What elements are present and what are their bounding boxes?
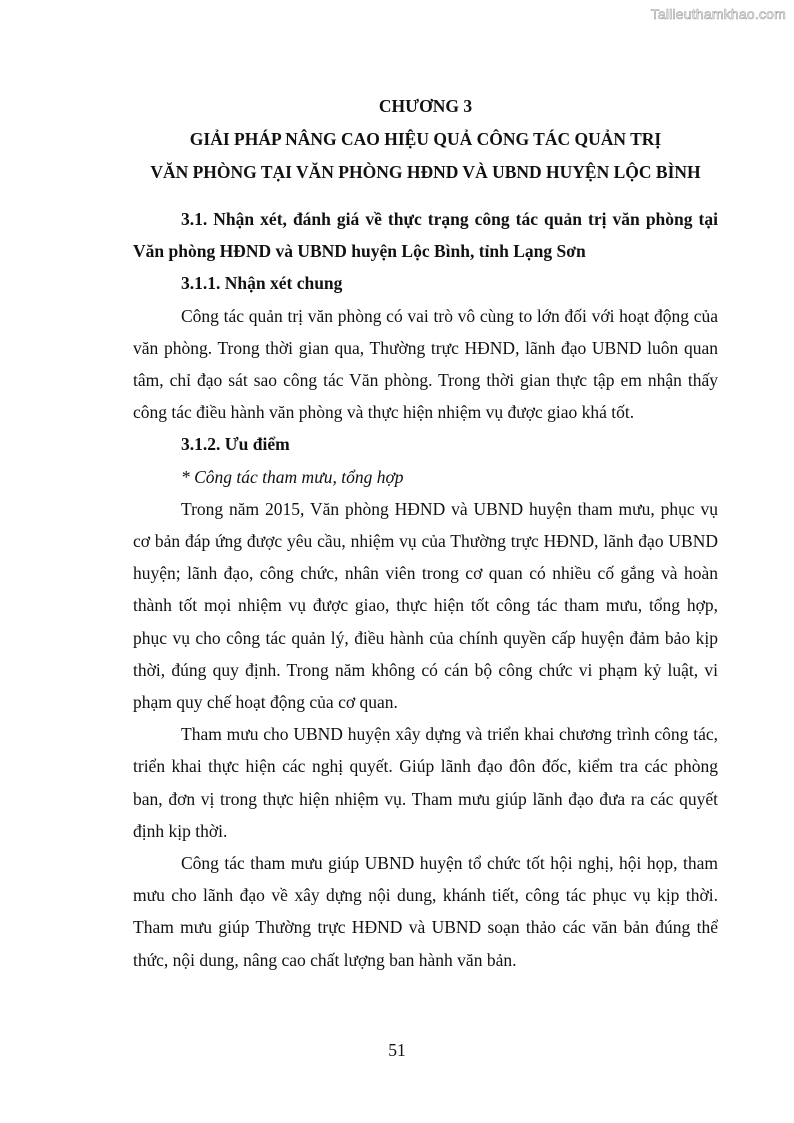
chapter-number: CHƯƠNG 3 — [378, 96, 473, 116]
chapter-title-line-1: GIẢI PHÁP NÂNG CAO HIỆU QUẢ CÔNG TÁC QUẢN TRỊ — [189, 129, 662, 149]
document-page — [133, 88, 718, 976]
paragraph-meetings: Công tác tham mưu giúp UBND huyện tổ chức tốt hội nghị, hội họp, tham mưu cho lãnh đạo về xây dựng nội dung, khánh tiết, công tác phục vụ kịp thời. Tham mưu giúp Thường trực HĐND và UBND soạn thảo các văn bản đúng thể thức, nội dung, nâng cao chất lượng ban hành văn bản. — [133, 853, 718, 970]
page-number: 51 — [388, 1040, 406, 1060]
section-3-1-2-heading: 3.1.2. Ưu điểm — [181, 434, 290, 455]
section-3-1-heading: 3.1. Nhận xét, đánh giá về thực trạng công tác quản trị văn phòng tại Văn phòng HĐND và UBND huyện Lộc Bình, tỉnh Lạng Sơn — [133, 209, 718, 262]
paragraph-2015-results: Trong năm 2015, Văn phòng HĐND và UBND huyện tham mưu, phục vụ cơ bản đáp ứng được yêu cầu, nhiệm vụ của Thường trực HĐND, lãnh đạo UBND huyện; lãnh đạo, công chức, nhân viên trong cơ quan có nhiều cố gắng và hoàn thành tốt mọi nhiệm vụ được giao, thực hiện tốt công tác tham mưu, tổng hợp, phục vụ cho công tác quản lý, điều hành của chính quyền cấp huyện đảm bảo kịp thời, đúng quy định. Trong năm không có cán bộ công chức vi phạm kỷ luật, vi phạm quy chế hoạt động của cơ quan. — [133, 498, 718, 713]
paragraph-advise-ubnd: Tham mưu cho UBND huyện xây dựng và triển khai chương trình công tác, triển khai thực hiện các nghị quyết. Giúp lãnh đạo đôn đốc, kiểm tra các phòng ban, đơn vị trong thực hiện nhiệm vụ. Tham mưu giúp lãnh đạo đưa ra các quyết định kịp thời. — [133, 724, 718, 841]
paragraph-general-remarks: Công tác quản trị văn phòng có vai trò vô cùng to lớn đối với hoạt động của văn phòng. Trong thời gian qua, Thường trực HĐND, lãnh đạo UBND luôn quan tâm, chỉ đạo sát sao công tác Văn phòng. Trong thời gian thực tập em nhận thấy công tác điều hành văn phòng và thực hiện nhiệm vụ được giao khá tốt. — [133, 305, 718, 423]
subheading-advisory-work: * Công tác tham mưu, tổng hợp — [181, 466, 404, 487]
chapter-title-line-2: VĂN PHÒNG TẠI VĂN PHÒNG HĐND VÀ UBND HUYỆN LỘC BÌNH — [150, 162, 701, 182]
section-3-1-1-heading: 3.1.1. Nhận xét chung — [181, 273, 343, 294]
watermark-text: Tailieuthamkhao.com — [650, 6, 786, 22]
